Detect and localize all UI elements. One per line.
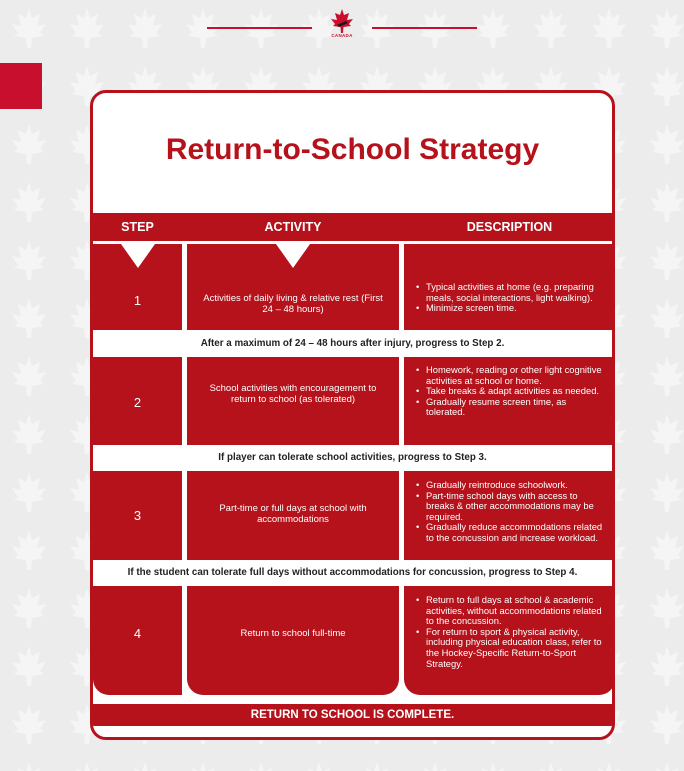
step-3-description-cell xyxy=(404,471,615,560)
chevron-down-icon xyxy=(121,244,155,268)
description-item: • Take breaks & adapt activities as needed. xyxy=(414,386,607,397)
activity-text: Return to school full-time xyxy=(240,628,346,639)
description-list xyxy=(414,365,607,418)
description-item: • Homework, reading or other light cognitive activities at school or home. xyxy=(414,365,607,386)
column-header-bar xyxy=(93,213,612,241)
description-item: • Gradually reintroduce schoolwork. xyxy=(414,480,607,491)
step-2-cell xyxy=(93,357,182,445)
progression-rule-1: After a maximum of 24 – 48 hours after injury, progress to Step 2. xyxy=(200,338,505,349)
progression-rule-3: If the student can tolerate full days without accommodations for concussion, progress to Step 4. xyxy=(127,567,578,578)
header-line-right xyxy=(372,27,477,29)
step-4-cell xyxy=(93,586,182,695)
activity-text: Activities of daily living & relative rest (First 24 – 48 hours) xyxy=(203,293,383,315)
step-3-activity-cell xyxy=(187,471,399,560)
step-2-description-cell xyxy=(404,357,615,445)
description-item: • Part-time school days with access to breaks & other accommodations may be required. xyxy=(414,491,607,523)
progression-rule-2: If player can tolerate school activities, progress to Step 3. xyxy=(218,452,487,463)
step-4-activity-cell xyxy=(187,586,399,695)
description-item: • Gradually resume screen time, as tolerated. xyxy=(414,397,607,418)
completion-banner: RETURN TO SCHOOL IS COMPLETE. xyxy=(93,704,612,726)
hockey-canada-logo xyxy=(322,8,362,44)
step-4-description-cell xyxy=(404,586,615,695)
activity-text: Part-time or full days at school with accommodations xyxy=(219,503,367,525)
step-2-activity-cell xyxy=(187,357,399,445)
header-line-left xyxy=(207,27,312,29)
page-title: Return-to-School Strategy xyxy=(165,133,540,166)
description-item: • Typical activities at home (e.g. preparing meals, social interactions, light walking). xyxy=(414,282,607,303)
header xyxy=(0,0,684,48)
step-number: 1 xyxy=(133,293,142,308)
maple-leaf-icon xyxy=(322,8,362,34)
step-number: 2 xyxy=(133,395,142,410)
description-item: • Return to full days at school & academic activities, without accommodations related to the concussion. xyxy=(414,595,607,627)
chevron-down-icon xyxy=(276,244,310,268)
description-list xyxy=(414,595,607,669)
step-number: 3 xyxy=(133,508,142,523)
description-item: • For return to sport & physical activity, including physical education class, refer to the Hockey-Specific Return-to-Sport Strategy. xyxy=(414,627,607,669)
description-item: • Minimize screen time. xyxy=(414,303,607,314)
description-list xyxy=(414,282,607,314)
activity-text: School activities with encouragement to return to school (as tolerated) xyxy=(209,383,377,405)
step-1-description-cell xyxy=(404,244,615,330)
strategy-card xyxy=(90,90,615,740)
step-1-activity-cell xyxy=(187,244,399,330)
column-header-activity: ACTIVITY xyxy=(264,220,322,234)
description-item: • Gradually reduce accommodations related to the concussion and increase workload. xyxy=(414,522,607,543)
step-number: 4 xyxy=(133,626,142,641)
side-accent-tab xyxy=(0,63,42,109)
step-1-cell xyxy=(93,244,182,330)
column-header-description: DESCRIPTION xyxy=(466,220,553,234)
description-list xyxy=(414,480,607,544)
column-header-step: STEP xyxy=(121,220,154,234)
logo-text: CANADA xyxy=(331,33,353,38)
step-3-cell xyxy=(93,471,182,560)
